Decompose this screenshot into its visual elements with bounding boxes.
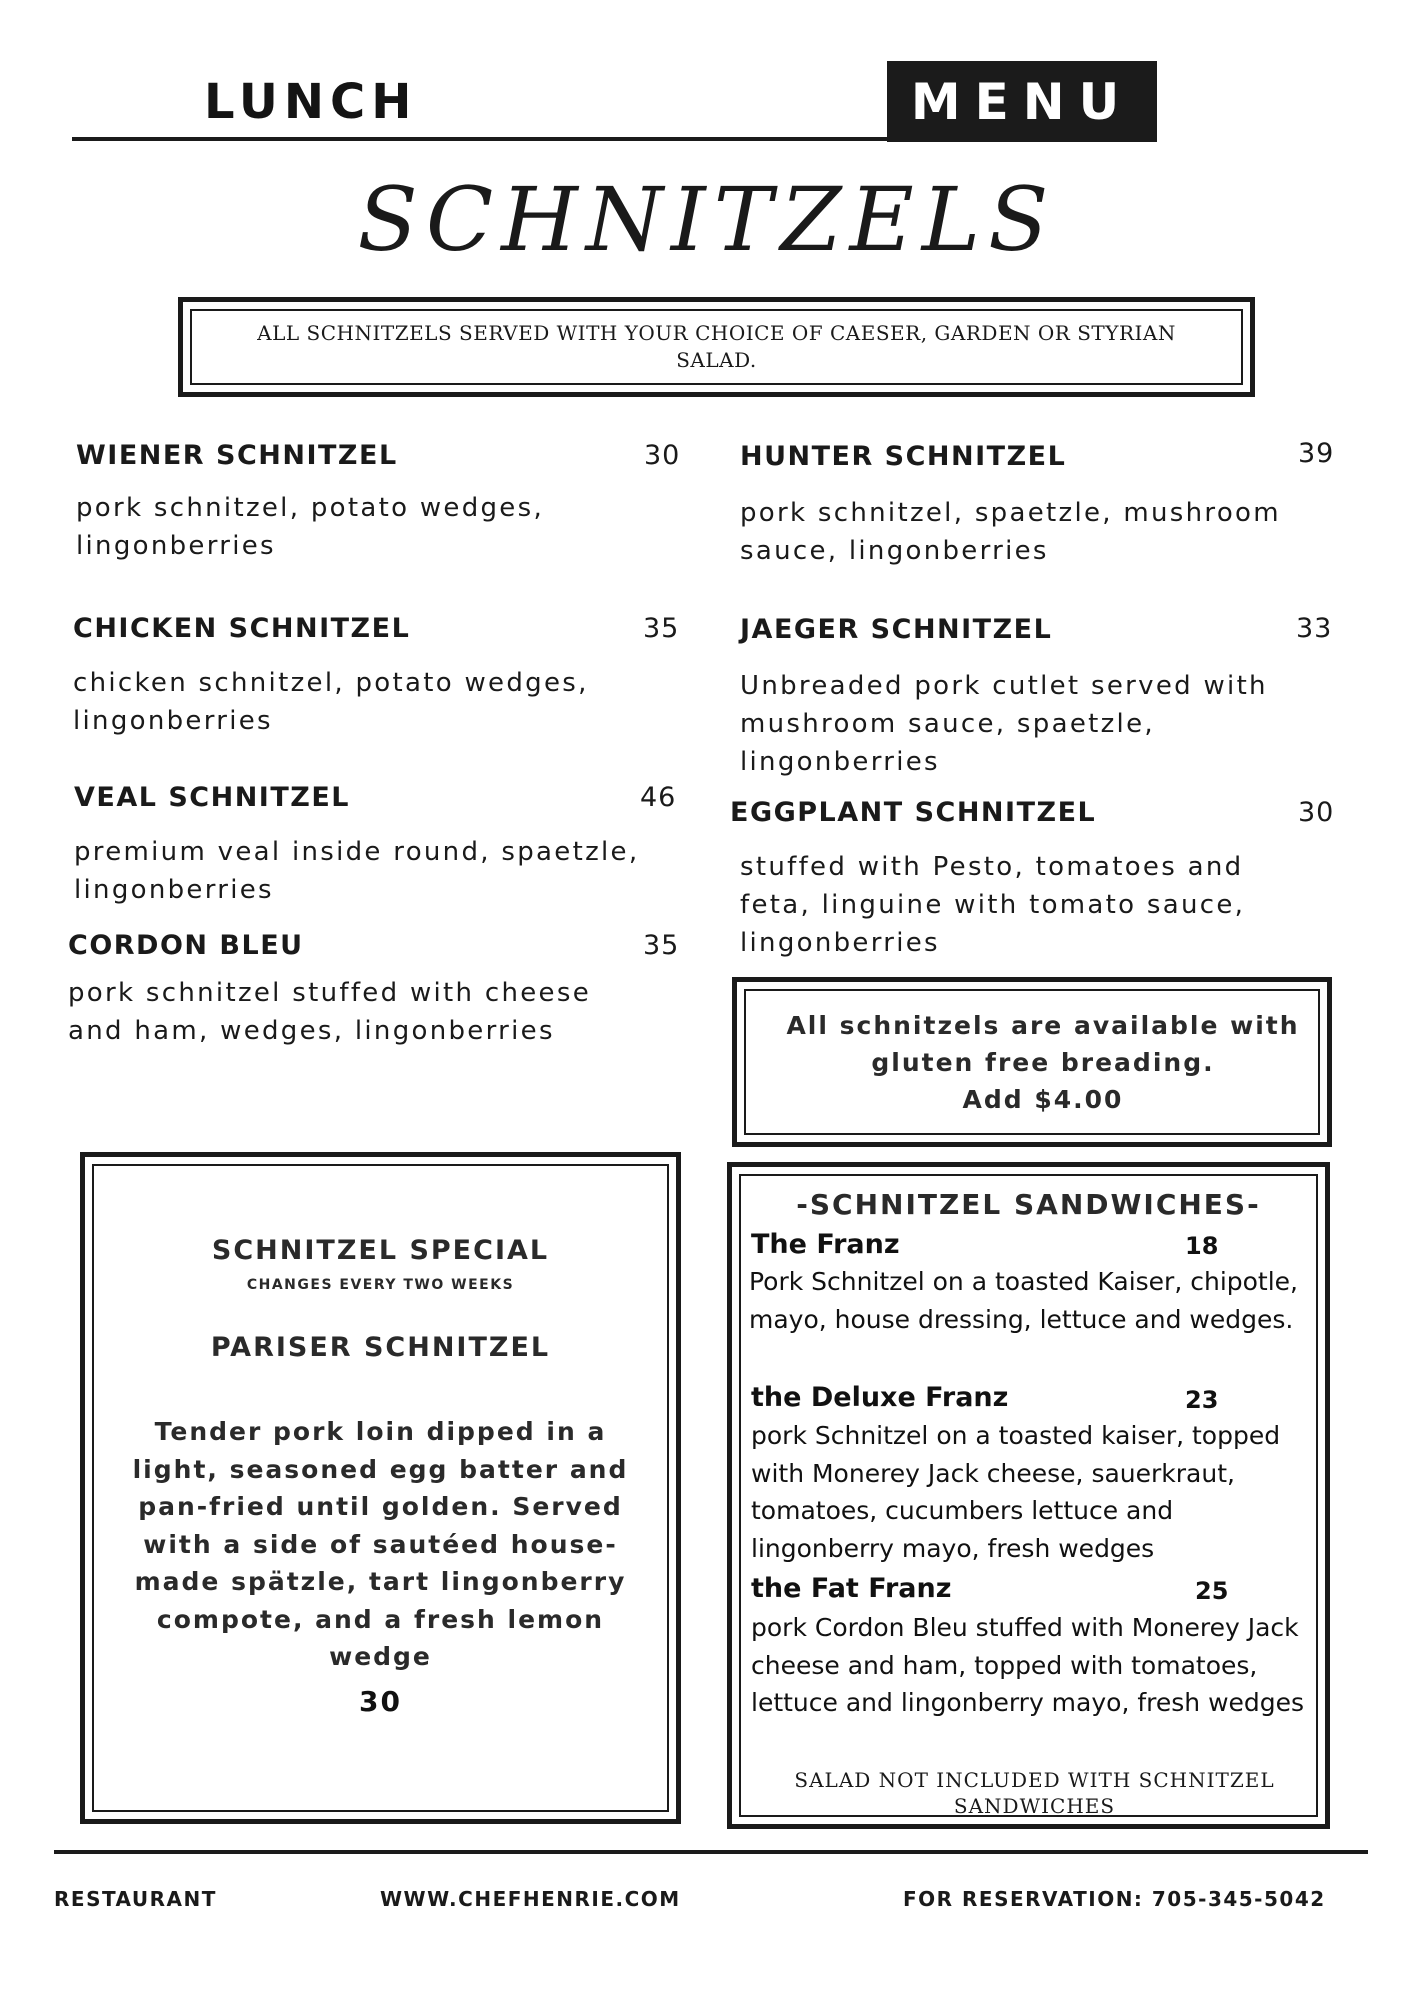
- sandwich-name-franz: The Franz: [751, 1229, 900, 1260]
- page-title: SCHNITZELS: [357, 168, 1057, 271]
- gluten-free-price: Add $4.00: [962, 1084, 1124, 1114]
- footer-divider: [54, 1850, 1368, 1854]
- salad-note: ALL SCHNITZELS SERVED WITH YOUR CHOICE OF CAESER, GARDEN OR STYRIAN SALAD.: [257, 321, 1176, 372]
- gluten-free-note: All schnitzels are available with gluten free breading.: [786, 1010, 1300, 1077]
- sandwich-price-franz: 18: [1185, 1232, 1219, 1260]
- sandwiches-note: SALAD NOT INCLUDED WITH SCHNITZEL SANDWICHES: [794, 1768, 1275, 1818]
- special-description: Tender pork loin dipped in a light, seasoned egg batter and pan-fried until golden. Served with a side of sautéed house-made spätzle, tart lingonberry compote, and a fresh lemon wedge: [132, 1417, 629, 1671]
- item-desc-eggplant: stuffed with Pesto, tomatoes and feta, linguine with tomato sauce, lingonberries: [740, 852, 1246, 958]
- special-price: 30: [359, 1685, 402, 1718]
- item-desc-wiener: pork schnitzel, potato wedges, lingonberries: [76, 493, 545, 561]
- special-subheading: CHANGES EVERY TWO WEEKS: [246, 1277, 515, 1293]
- item-name-jaeger: JAEGER SCHNITZEL: [740, 614, 1053, 645]
- schnitzel-special-box: [80, 1152, 681, 1824]
- sandwich-price-deluxe-franz: 23: [1185, 1386, 1219, 1414]
- item-price-wiener: 30: [644, 440, 681, 471]
- item-price-veal: 46: [640, 782, 677, 813]
- sandwiches-heading: -SCHNITZEL SANDWICHES-: [796, 1188, 1261, 1221]
- item-name-veal: VEAL SCHNITZEL: [74, 782, 350, 813]
- gluten-free-box: [732, 977, 1332, 1147]
- header-divider: [72, 137, 888, 141]
- item-name-chicken: CHICKEN SCHNITZEL: [73, 613, 411, 644]
- item-desc-cordon-bleu: pork schnitzel stuffed with cheese and ham, wedges, lingonberries: [68, 978, 591, 1046]
- item-price-cordon-bleu: 35: [643, 930, 680, 961]
- item-name-cordon-bleu: CORDON BLEU: [68, 930, 304, 961]
- item-desc-jaeger: Unbreaded pork cutlet served with mushroom sauce, spaetzle, lingonberries: [740, 671, 1268, 777]
- item-desc-veal: premium veal inside round, spaetzle, lingonberries: [74, 837, 640, 905]
- sandwich-desc-franz: Pork Schnitzel on a toasted Kaiser, chipotle, mayo, house dressing, lettuce and wedges.: [749, 1267, 1298, 1334]
- lunch-label: LUNCH: [204, 74, 418, 130]
- item-price-chicken: 35: [643, 613, 680, 644]
- footer-restaurant: RESTAURANT: [54, 1887, 217, 1911]
- item-name-eggplant: EGGPLANT SCHNITZEL: [730, 797, 1097, 828]
- sandwich-desc-fat-franz: pork Cordon Bleu stuffed with Monerey Jack cheese and ham, topped with tomatoes, lettuce and lingonberry mayo, fresh wedges: [751, 1613, 1305, 1717]
- menu-label: MENU: [887, 61, 1157, 142]
- salad-note-box: [178, 297, 1255, 397]
- sandwich-name-fat-franz: the Fat Franz: [751, 1573, 952, 1604]
- sandwich-name-deluxe-franz: the Deluxe Franz: [751, 1382, 1009, 1413]
- footer-reservation-phone[interactable]: FOR RESERVATION: 705-345-5042: [903, 1887, 1326, 1911]
- special-name: PARISER SCHNITZEL: [210, 1332, 551, 1363]
- sandwich-price-fat-franz: 25: [1195, 1577, 1229, 1605]
- item-price-jaeger: 33: [1296, 613, 1333, 644]
- item-name-hunter: HUNTER SCHNITZEL: [740, 441, 1067, 472]
- item-desc-chicken: chicken schnitzel, potato wedges, lingonberries: [73, 668, 589, 736]
- item-price-hunter: 39: [1298, 438, 1335, 469]
- item-desc-hunter: pork schnitzel, spaetzle, mushroom sauce, lingonberries: [740, 498, 1281, 566]
- sandwich-desc-deluxe-franz: pork Schnitzel on a toasted kaiser, topped with Monerey Jack cheese, sauerkraut, tomatoes, cucumbers lettuce and lingonberry mayo, fresh wedges: [751, 1421, 1281, 1563]
- special-heading: SCHNITZEL SPECIAL: [211, 1235, 550, 1266]
- footer-website-link[interactable]: WWW.CHEFHENRIE.COM: [380, 1887, 681, 1911]
- item-name-wiener: WIENER SCHNITZEL: [76, 440, 398, 471]
- item-price-eggplant: 30: [1298, 797, 1335, 828]
- sandwiches-box: [727, 1162, 1330, 1829]
